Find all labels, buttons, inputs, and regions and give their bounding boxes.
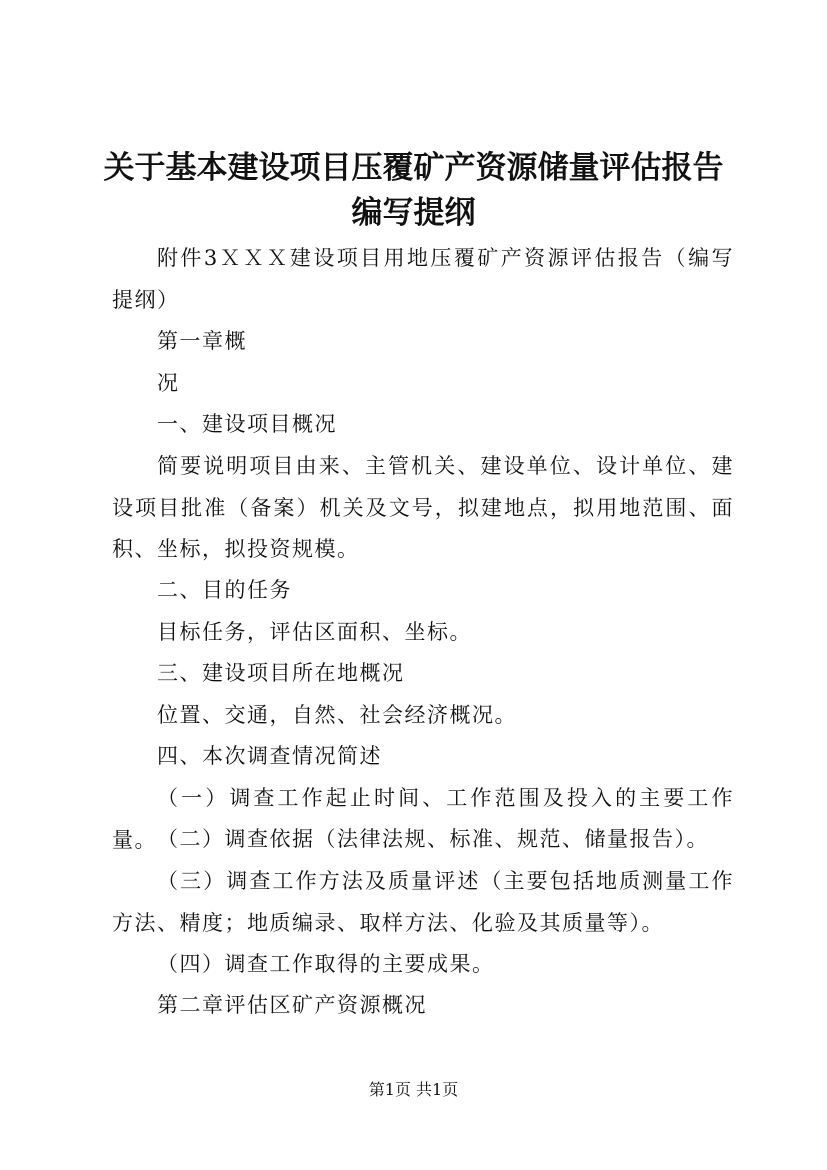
section-4-item-4: （四）调查工作取得的主要成果。 — [157, 952, 495, 976]
section-4-item-1: （一）调查工作起止时间、工作范围及投入的主要工作量。 — [112, 786, 734, 852]
section-3-heading: 三、建设项目所在地概况 — [157, 661, 405, 685]
section-2-body: 目标任务，评估区面积、坐标。 — [157, 620, 472, 644]
chapter-1-heading-part-2: 况 — [157, 371, 180, 395]
section-1-heading: 一、建设项目概况 — [157, 412, 337, 436]
chapter-1-heading-part-1: 第一章概 — [157, 329, 247, 353]
section-1-body: 简要说明项目由来、主管机关、建设单位、设计单位、建设项目批准（备案）机关及文号，拟建地点，拟用地范围、面积、坐标，拟投资规模。 — [112, 454, 734, 561]
document-title-line-2: 编写提纲 — [351, 195, 476, 231]
section-2-heading: 二、目的任务 — [157, 578, 292, 602]
chapter-2-heading: 第二章评估区矿产资源概况 — [157, 993, 427, 1017]
section-4-heading: 四、本次调查情况简述 — [157, 744, 382, 768]
section-4-item-3: （三）调查工作方法及质量评述（主要包括地质测量工作方法、精度；地质编录、取样方法、化验及其质量等）。 — [112, 869, 734, 935]
section-4-item-2: （二）调查依据（法律法规、标准、规范、储量报告）。 — [157, 827, 709, 851]
page-footer: 第1页 共1页 — [368, 1080, 459, 1099]
section-3-body: 位置、交通，自然、社会经济概况。 — [157, 703, 517, 727]
document-title-line-1: 关于基本建设项目压覆矿产资源储量评估报告 — [103, 150, 724, 186]
attachment-paragraph: 附件3ＸＸＸ建设项目用地压覆矿产资源评估报告（编写提纲） — [112, 246, 734, 312]
